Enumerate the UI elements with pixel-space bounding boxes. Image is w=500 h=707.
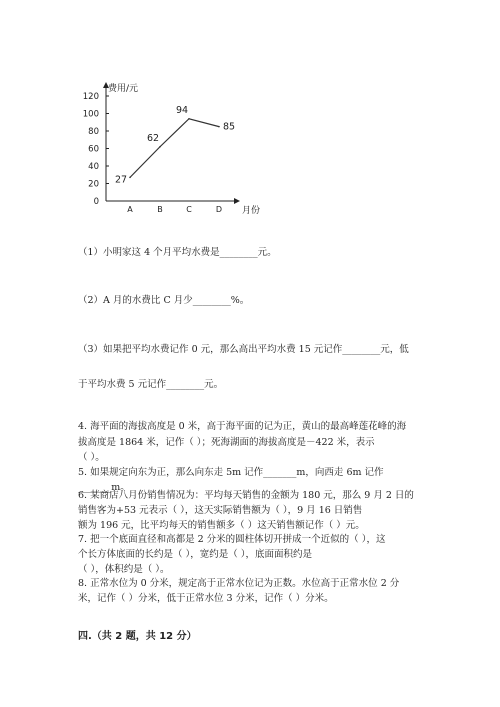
data-label: 62	[146, 132, 160, 144]
question-3-line-1: （3）如果把平均水费记作 0 元，那么高出平均水费 15 元记作________元，低	[78, 344, 409, 355]
problem-4-line-3: （ ）。	[78, 452, 105, 463]
y-tick-label: 120	[82, 92, 99, 102]
question-2: （2）A 月的水费比 C 月少________%。	[78, 295, 250, 306]
origin-label: 0	[93, 197, 99, 207]
data-label: 27	[114, 174, 128, 186]
problem-6-line-1: 6. 某商店八月份销售情况为：平均每天销售的金额为 180 元，那么 9 月 2 日的	[78, 490, 414, 501]
section-heading: 四.（共 2 题，共 12 分）	[78, 631, 197, 642]
problem-6-line-2: 销售客为+53 元表示（ ），这天实际销售额为（ ），9 月 16 日销售	[78, 505, 363, 516]
y-axis-label: 费用/元	[108, 84, 139, 94]
data-line	[130, 119, 219, 178]
problem-4-line-1: 4. 海平面的海拔高度是 0 米，高于海平面的记为正，黄山的最高峰莲花峰的海	[78, 421, 407, 432]
problem-5-line-1: 5. 如果规定向东为正，那么向东走 5m 记作_______m，向西走 6m 记作	[78, 467, 384, 478]
x-tick-label: C	[186, 205, 192, 214]
data-point	[218, 126, 220, 128]
problem-4-line-2: 拔高度是 1864 米，记作（ ）；死海湖面的海拔高度是－422 米，表示	[78, 437, 375, 448]
problem-8-line-2: 米，记作（ ）分米，低于正常水位 3 分米，记作（ ）分米。	[78, 593, 334, 604]
problem-7-line-3: （ ），体积约是（ ）。	[78, 564, 170, 575]
x-tick-label: D	[215, 205, 223, 214]
x-axis-label: 月份	[242, 206, 261, 216]
x-tick-label: B	[157, 205, 163, 214]
problem-6-line-3: 额为 196 元，比平均每天的销售额多（ ）这天销售额记作（ ）元。	[78, 520, 365, 531]
x-tick-label: A	[127, 205, 133, 214]
question-3-line-2: 于平均水费 5 元记作________元。	[78, 379, 224, 390]
problem-5-line-2: _______m。	[78, 482, 130, 493]
y-tick-label: 60	[88, 144, 99, 155]
x-axis-arrow	[234, 198, 240, 204]
y-tick-label: 100	[82, 109, 99, 120]
question-1: （1）小明家这 4 个月平均水费是________元。	[78, 247, 277, 258]
problem-7-line-1: 7. 把一个底面直径和高都是 2 分米的圆柱体切开拼成一个近似的（ ），这	[78, 534, 386, 545]
data-label: 94	[175, 104, 189, 116]
water-fee-line-chart	[68, 55, 288, 225]
y-tick-label: 80	[88, 127, 99, 137]
data-point	[188, 118, 190, 120]
y-tick-label: 20	[88, 179, 99, 190]
y-tick-label: 40	[88, 162, 99, 172]
problem-8-line-1: 8. 正常水位为 0 分米，规定高于正常水位记为正数。水位高于正常水位 2 分	[78, 578, 400, 589]
data-point	[159, 146, 161, 148]
data-label: 85	[222, 121, 236, 133]
problem-7-line-2: 个长方体底面的长约是（ ），宽约是（ ），底面面积约是	[78, 549, 313, 560]
data-point	[129, 177, 131, 179]
